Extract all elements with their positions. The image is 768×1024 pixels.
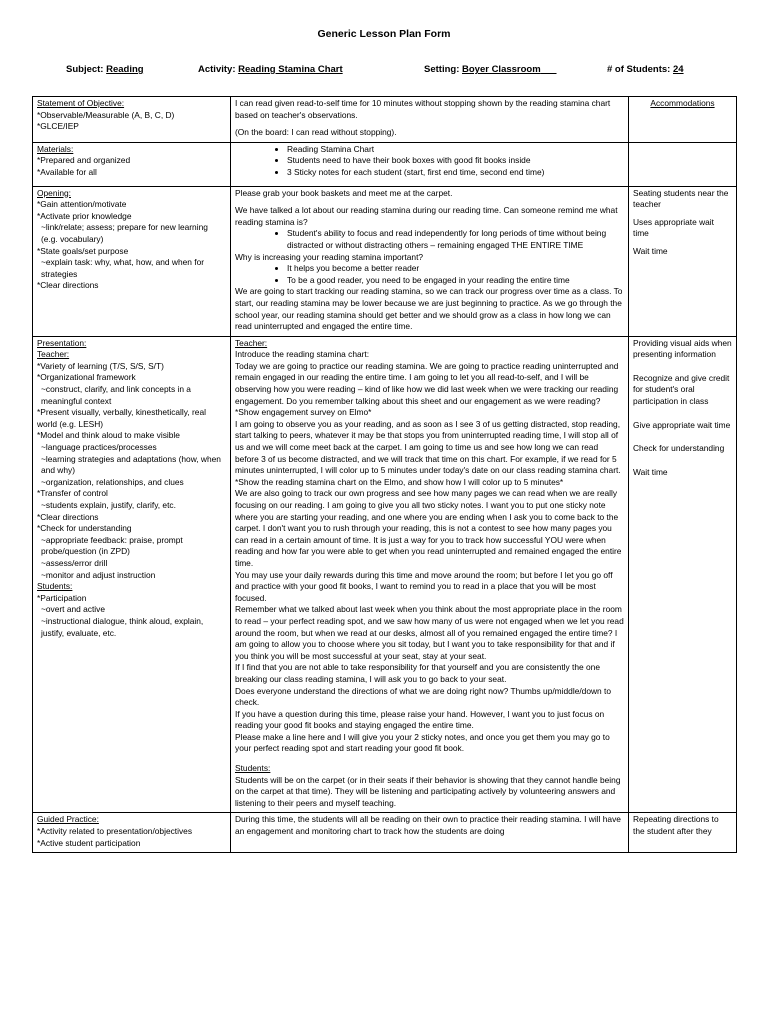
presentation-paragraph: If you have a question during this time, please raise your hand. However, I want you to just focus on reading your good fit books and staying engaged the entire time. bbox=[235, 708, 605, 731]
opening-left-line: *State goals/set purpose bbox=[37, 245, 129, 256]
presentation-paragraph: Introduce the reading stamina chart: bbox=[235, 349, 370, 360]
accommodation-item: Repeating directions to the student after they bbox=[633, 814, 719, 837]
presentation-mid-cell bbox=[231, 336, 629, 813]
activity-value: Reading Stamina Chart bbox=[238, 64, 343, 75]
presentation-left-line: ~students explain, justify, clarify, etc. bbox=[41, 500, 176, 510]
form-title: Generic Lesson Plan Form bbox=[317, 28, 451, 40]
accommodation-item: Give appropriate wait time bbox=[633, 419, 731, 430]
presentation-paragraph: Remember what we talked about last week when you think about the most appropriate place in the room to read – your perfect reading spot, and we saw how many of us were not engaged when we let you read around the room, but when we read at our desks, almost all of you remained engaged the entire time? I am going to allow you to choose where you sit today, but I want you to take responsibility for that and if you think you will be most successful at your seat, stay at your seat. bbox=[235, 604, 624, 661]
presentation-left-line: *Variety of learning (T/S, S/S, S/T) bbox=[37, 360, 164, 371]
guided-acc-cell bbox=[629, 813, 737, 853]
accommodation-item: Seating students near the teacher bbox=[633, 187, 729, 210]
opening-paragraph: Please grab your book baskets and meet me at the carpet. bbox=[235, 187, 453, 198]
accommodation-item: Wait time bbox=[633, 466, 668, 477]
presentation-left-line: ~overt and active bbox=[41, 604, 106, 615]
opening-left-line: *Gain attention/motivate bbox=[37, 199, 127, 210]
subject-field bbox=[66, 64, 144, 75]
materials-left-line: *Prepared and organized bbox=[37, 155, 131, 166]
presentation-teacher-heading: Teacher: bbox=[37, 349, 70, 360]
objective-statement: I can read given read-to-self time for 10 minutes without stopping shown by the reading stamina chart based on teacher's observations. bbox=[235, 98, 611, 120]
accommodation-item: Uses appropriate wait time bbox=[633, 216, 714, 239]
objective-left-cell bbox=[33, 97, 231, 143]
presentation-left-line: *Present visually, verbally, kinesthetically, real world (e.g. LESH) bbox=[37, 407, 206, 429]
presentation-left-line: *Model and think aloud to make visible bbox=[37, 430, 180, 441]
presentation-left-line: *Organizational framework bbox=[37, 372, 136, 383]
presentation-mid-students-heading: Students: bbox=[235, 763, 271, 774]
guided-left-line: *Activity related to presentation/objectives bbox=[37, 826, 193, 837]
materials-row bbox=[33, 142, 737, 186]
opening-left-line: ~explain task: why, what, how, and when for strategies bbox=[41, 257, 205, 279]
activity-field bbox=[198, 64, 343, 75]
opening-left-line: ~link/relate; assess; prepare for new learning (e.g. vocabulary) bbox=[41, 222, 208, 244]
presentation-left-line: ~instructional dialogue, think aloud, explain, justify, evaluate, etc. bbox=[41, 615, 204, 638]
guided-mid-cell bbox=[231, 813, 629, 853]
opening-left-cell bbox=[33, 186, 231, 336]
presentation-acc-cell bbox=[629, 336, 737, 813]
objective-left-line: *GLCE/IEP bbox=[37, 121, 79, 132]
opening-acc-cell bbox=[629, 186, 737, 336]
activity-label: Activity: bbox=[198, 64, 236, 75]
opening-mid-cell bbox=[231, 186, 629, 336]
guided-heading: Guided Practice: bbox=[37, 814, 99, 825]
guided-practice-row bbox=[33, 813, 737, 853]
opening-row bbox=[33, 186, 737, 336]
subject-value: Reading bbox=[106, 64, 144, 75]
accommodations-heading: Accommodations bbox=[650, 98, 715, 108]
materials-left-line: *Available for all bbox=[37, 166, 97, 177]
students-value: 24 bbox=[672, 64, 684, 75]
accommodation-item: Providing visual aids when presenting information bbox=[633, 337, 732, 360]
materials-list bbox=[235, 144, 624, 179]
materials-item: • Reading Stamina Chart bbox=[287, 144, 624, 156]
setting-label: Setting: bbox=[424, 64, 460, 75]
materials-acc-cell bbox=[629, 142, 737, 186]
guided-left-line: *Active student participation bbox=[37, 837, 141, 848]
presentation-left-line: ~monitor and adjust instruction bbox=[41, 569, 156, 580]
presentation-students-heading: Students: bbox=[37, 581, 73, 592]
opening-list bbox=[235, 263, 624, 286]
presentation-paragraph: *Show the reading stamina chart on the Elmo, and show how I will color up to 5 minutes* bbox=[235, 476, 564, 487]
presentation-left-line: *Clear directions bbox=[37, 511, 99, 522]
presentation-paragraph: We are also going to track our own progress and see how many pages we can read when we are really focusing on our reading. I am going to give you all two sticky notes. I want you to put one sticky note where you are starting your reading, and one where you are ending when I ask you to come back to the carpet. I don't want you to rush through your reading, this is not a contest to see how many pages you can read in a certain amount of time. It is just a way for you to track how successful YOU were when reading and how far you were able to get when you read uninterrupted and remained engaged the entire time. bbox=[235, 488, 622, 568]
objective-acc-cell bbox=[629, 97, 737, 143]
presentation-left-line: ~learning strategies and adaptations (how, when and why) bbox=[41, 453, 221, 476]
opening-bullet: • It helps you become a better reader bbox=[287, 263, 624, 275]
presentation-heading: Presentation: bbox=[37, 337, 87, 348]
opening-left-line: *Activate prior knowledge bbox=[37, 210, 132, 221]
materials-mid-cell bbox=[231, 142, 629, 186]
setting-field bbox=[424, 64, 557, 75]
presentation-students-text: Students will be on the carpet (or in their seats if their behavior is showing that they cannot handle being on the carpet at that time). They will be listening and participating actively by volunteering answers and listening to their peers and myself teaching. bbox=[235, 774, 621, 808]
students-label: # of Students: bbox=[607, 64, 671, 75]
presentation-left-line: ~construct, clarify, and link concepts in a meaningful context bbox=[41, 384, 191, 406]
opening-left-line: *Clear directions bbox=[37, 280, 99, 291]
presentation-left-line: ~appropriate feedback: praise, prompt probe/question (in ZPD) bbox=[41, 534, 183, 557]
students-field bbox=[607, 64, 684, 75]
accommodation-item: Check for understanding bbox=[633, 443, 725, 454]
objective-board-note: (On the board: I can read without stopping). bbox=[235, 127, 397, 138]
guided-left-cell bbox=[33, 813, 231, 853]
opening-list bbox=[235, 228, 624, 251]
presentation-paragraph: Today we are going to practice our reading stamina. We are going to practice reading uninterrupted and remain engaged in our reading the entire time. I am going to let you all read-to-self, and I will be observing how you were reading – kind of like how we did last week when we were tracking our reading engagement. Do you remember talking about this sheet and our engagement as we were reading? bbox=[235, 360, 619, 406]
materials-item: • 3 Sticky notes for each student (start, first end time, second end time) bbox=[287, 167, 624, 179]
presentation-row bbox=[33, 336, 737, 813]
opening-bullet: • Student's ability to focus and read independently for long periods of time without being distracted or without distracting others – remaining engaged THE ENTIRE TIME bbox=[287, 228, 624, 251]
accommodation-item: Recognize and give credit for student's oral participation in class bbox=[633, 372, 730, 407]
presentation-paragraph: Please make a line here and I will give you your 2 sticky notes, and once you get them you may go to your perfect reading spot and start reading your good fit book. bbox=[235, 731, 610, 754]
guided-text: During this time, the students will all be reading on their own to practice their reading stamina. I will have an engagement and monitoring chart to track how the students are doing bbox=[235, 814, 621, 837]
lesson-plan-table bbox=[32, 96, 737, 853]
presentation-left-line: ~assess/error drill bbox=[41, 557, 108, 568]
opening-paragraph: Why is increasing your reading stamina important? bbox=[235, 251, 424, 262]
presentation-paragraph: Does everyone understand the directions of what we are doing right now? Thumbs up/middle/down to check. bbox=[235, 685, 612, 708]
opening-paragraph: We have talked a lot about our reading stamina during our reading time. Can someone remind me what reading stamina is? bbox=[235, 205, 618, 227]
opening-bullet: • To be a good reader, you need to be engaged in your reading the entire time bbox=[287, 275, 624, 287]
setting-value: Boyer Classroom bbox=[462, 64, 541, 75]
presentation-paragraph: You may use your daily rewards during this time and move around the room; but before I let you go off and practice with your good fit books, I want to remind you to read in a place that you will be most focused. bbox=[235, 569, 613, 603]
presentation-left-line: *Participation bbox=[37, 592, 87, 603]
presentation-left-line: *Check for understanding bbox=[37, 523, 132, 534]
presentation-mid-teacher-heading: Teacher: bbox=[235, 337, 268, 348]
presentation-left-line: *Transfer of control bbox=[37, 488, 108, 499]
presentation-paragraph: *Show engagement survey on Elmo* bbox=[235, 407, 372, 418]
presentation-left-line: ~language practices/processes bbox=[41, 442, 157, 453]
materials-item: • Students need to have their book boxes with good fit books inside bbox=[287, 155, 624, 167]
objective-heading: Statement of Objective: bbox=[37, 98, 125, 108]
presentation-paragraph: I am going to observe you as your reading, and as soon as I see 3 of us getting distracted, stop reading, start talking to peers, whatever it may be that stops you from uninterrupted reading time, I will stop all of us and we will come meet back at the carpet. I am going to time us and see how long we can read before 3 of us become distracted, and we will track that time on this chart. For example, if we read for 5 minutes uninterrupted, I will color up to 5 minutes under today's date on our class reading stamina chart. bbox=[235, 418, 621, 476]
materials-heading: Materials: bbox=[37, 143, 74, 154]
materials-left-cell bbox=[33, 142, 231, 186]
opening-heading: Opening: bbox=[37, 187, 71, 198]
opening-paragraph: We are going to start tracking our reading stamina, so we can track our progress over time as a class. To start, our reading stamina may be lower because we are just beginning to practice. As we go through the school year, our reading stamina should get better and we should grow as a class in how long we can read uninterrupted and engaged the entire time. bbox=[235, 286, 623, 332]
subject-label: Subject: bbox=[66, 64, 104, 75]
objective-left-line: *Observable/Measurable (A, B, C, D) bbox=[37, 109, 175, 120]
presentation-left-line: ~organization, relationships, and clues bbox=[41, 476, 184, 487]
presentation-paragraph: If I find that you are not able to take responsibility for that yourself and you are consistently the one breaking our class reading stamina, I will ask you to go back to your seat. bbox=[235, 662, 600, 684]
objective-mid-cell bbox=[231, 97, 629, 143]
objective-row bbox=[33, 97, 737, 143]
accommodation-item: Wait time bbox=[633, 245, 668, 256]
presentation-left-cell bbox=[33, 336, 231, 813]
